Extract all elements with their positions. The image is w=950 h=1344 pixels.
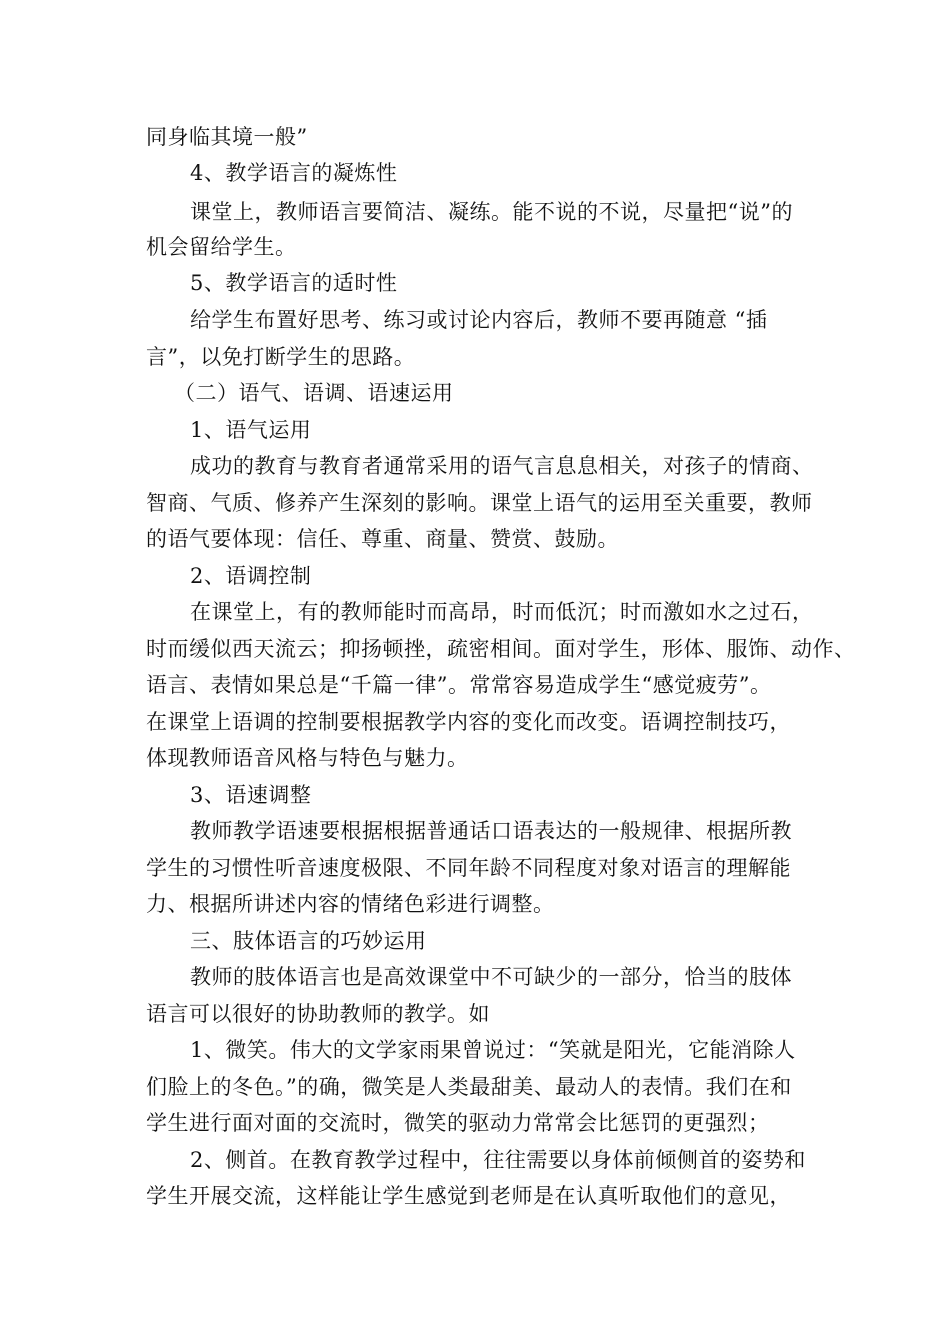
section-heading: 三、肢体语言的巧妙运用 — [190, 929, 427, 953]
text-line: 同身临其境一般” — [146, 125, 308, 149]
text-line: 2、侧首。在教育教学过程中，往往需要以身体前倾侧首的姿势和 — [190, 1148, 806, 1172]
section-heading: 4、教学语言的凝炼性 — [190, 161, 398, 185]
text-line: 语言可以很好的协助教师的教学。如 — [146, 1002, 490, 1026]
text-line: 学生的习惯性听音速度极限、不同年龄不同程度对象对语言的理解能 — [146, 856, 791, 880]
section-heading: 5、教学语言的适时性 — [190, 271, 398, 295]
text-line: 在课堂上，有的教师能时而高昂，时而低沉；时而激如水之过石， — [190, 600, 814, 624]
text-line: 语言、表情如果总是“千篇一律”。常常容易造成学生“感觉疲劳”。 — [146, 673, 772, 697]
section-heading: 3、语速调整 — [190, 783, 312, 807]
text-line: 教师教学语速要根据根据普通话口语表达的一般规律、根据所教 — [190, 819, 792, 843]
text-line: 智商、气质、修养产生深刻的影响。课堂上语气的运用至关重要，教师 — [146, 491, 813, 515]
text-line: 1、微笑。伟大的文学家雨果曾说过：“笑就是阳光，它能消除人 — [190, 1038, 796, 1062]
text-line: 在课堂上语调的控制要根据教学内容的变化而改变。语调控制技巧， — [146, 710, 791, 734]
text-line: 力、根据所讲述内容的情绪色彩进行调整。 — [146, 892, 555, 916]
text-line: 体现教师语音风格与特色与魅力。 — [146, 746, 469, 770]
section-heading: （二）语气、语调、语速运用 — [174, 381, 454, 405]
text-line: 课堂上，教师语言要简洁、凝练。能不说的不说，尽量把“说”的 — [190, 200, 793, 224]
text-line: 学生开展交流，这样能让学生感觉到老师是在认真听取他们的意见， — [146, 1184, 791, 1208]
text-line: 的语气要体现：信任、尊重、商量、赞赏、鼓励。 — [146, 527, 619, 551]
text-line: 言”，以免打断学生的思路。 — [146, 345, 416, 369]
section-heading: 1、语气运用 — [190, 418, 312, 442]
text-line: 机会留给学生。 — [146, 235, 297, 259]
text-line: 时而缓似西天流云；抑扬顿挫，疏密相间。面对学生，形体、服饰、动作、 — [146, 637, 856, 661]
text-line: 学生进行面对面的交流时，微笑的驱动力常常会比惩罚的更强烈； — [146, 1111, 770, 1135]
text-line: 教师的肢体语言也是高效课堂中不可缺少的一部分，恰当的肢体 — [190, 965, 792, 989]
section-heading: 2、语调控制 — [190, 564, 312, 588]
text-line: 们脸上的冬色。”的确，微笑是人类最甜美、最动人的表情。我们在和 — [146, 1075, 792, 1099]
text-line: 给学生布置好思考、练习或讨论内容后，教师不要再随意 “插 — [190, 308, 768, 332]
text-line: 成功的教育与教育者通常采用的语气言息息相关，对孩子的情商、 — [190, 454, 814, 478]
